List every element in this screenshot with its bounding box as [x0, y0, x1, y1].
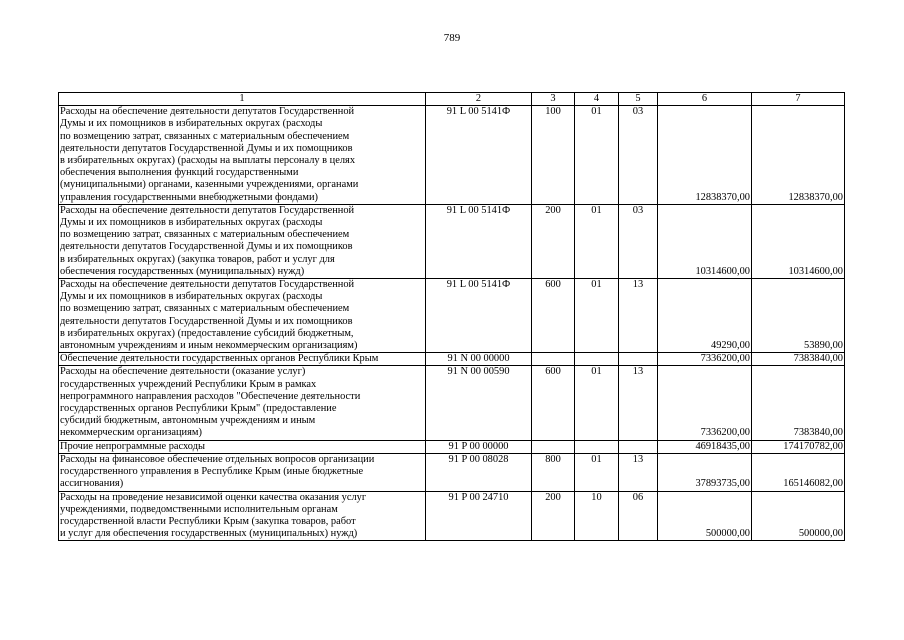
header-cell: 1 — [59, 93, 426, 106]
row-amount-year2: 10314600,00 — [752, 204, 845, 278]
table-row — [59, 491, 845, 541]
row-subsection — [619, 353, 658, 366]
row-subsection: 03 — [619, 106, 658, 205]
row-code: 91 N 00 00590 — [426, 366, 532, 440]
row-amount-year1: 49290,00 — [658, 279, 752, 353]
row-expense-type: 800 — [532, 453, 575, 491]
row-expense-type: 200 — [532, 204, 575, 278]
row-name: Расходы на финансовое обеспечение отдельных вопросов организации государственного управления в Республике Крым (иные бюджетные ассигнования) — [59, 453, 426, 491]
row-subsection — [619, 440, 658, 453]
row-expense-type: 600 — [532, 279, 575, 353]
row-name: Расходы на проведение независимой оценки качества оказания услуг учреждениями, подведомственными исполнительным органам государственной власти Республики Крым (закупка товаров, работ и услуг для обеспечения государственных (муниципальных) нужд) — [59, 491, 426, 541]
row-name: Обеспечение деятельности государственных органов Республики Крым — [59, 353, 426, 366]
row-section: 10 — [575, 491, 619, 541]
row-amount-year2: 12838370,00 — [752, 106, 845, 205]
row-expense-type: 200 — [532, 491, 575, 541]
row-section: 01 — [575, 453, 619, 491]
row-code: 91 L 00 5141Ф — [426, 279, 532, 353]
row-code: 91 P 00 00000 — [426, 440, 532, 453]
row-amount-year2: 174170782,00 — [752, 440, 845, 453]
row-amount-year1: 7336200,00 — [658, 353, 752, 366]
row-section: 01 — [575, 279, 619, 353]
header-cell: 7 — [752, 93, 845, 106]
row-section: 01 — [575, 106, 619, 205]
row-name: Прочие непрограммные расходы — [59, 440, 426, 453]
row-section — [575, 353, 619, 366]
header-cell: 5 — [619, 93, 658, 106]
header-cell: 2 — [426, 93, 532, 106]
table-row — [59, 440, 845, 453]
row-amount-year2: 7383840,00 — [752, 366, 845, 440]
table-row — [59, 353, 845, 366]
row-amount-year2: 7383840,00 — [752, 353, 845, 366]
header-row — [59, 93, 845, 106]
budget-table — [58, 92, 845, 541]
table-row — [59, 279, 845, 353]
row-code: 91 L 00 5141Ф — [426, 106, 532, 205]
row-amount-year1: 46918435,00 — [658, 440, 752, 453]
header-cell: 6 — [658, 93, 752, 106]
table-row — [59, 366, 845, 440]
row-amount-year2: 500000,00 — [752, 491, 845, 541]
row-code: 91 N 00 00000 — [426, 353, 532, 366]
row-expense-type — [532, 440, 575, 453]
row-name: Расходы на обеспечение деятельности (оказание услуг) государственных учреждений Республики Крым в рамках непрограммного направления расходов "Обеспечение деятельности государственных органов Республики Крым" (предоставление субсидий бюджетным, автономным учреждениям и иным некоммерческим организациям) — [59, 366, 426, 440]
row-section — [575, 440, 619, 453]
row-expense-type — [532, 353, 575, 366]
row-section: 01 — [575, 204, 619, 278]
header-cell: 4 — [575, 93, 619, 106]
row-subsection: 13 — [619, 453, 658, 491]
row-subsection: 03 — [619, 204, 658, 278]
row-expense-type: 600 — [532, 366, 575, 440]
row-amount-year1: 37893735,00 — [658, 453, 752, 491]
row-name: Расходы на обеспечение деятельности депутатов Государственной Думы и их помощников в избирательных округах (расходы по возмещению затрат, связанных с материальным обеспечением деятельности депутатов Государственной Думы и их помощников в избирательных округах) (закупка товаров, работ и услуг для обеспечения государственных (муниципальных) нужд) — [59, 204, 426, 278]
table-row — [59, 106, 845, 205]
row-amount-year1: 500000,00 — [658, 491, 752, 541]
table-row — [59, 204, 845, 278]
row-name: Расходы на обеспечение деятельности депутатов Государственной Думы и их помощников в избирательных округах (расходы по возмещению затрат, связанных с материальным обеспечением деятельности депутатов Государственной Думы и их помощников в избирательных округах) (предоставление субсидий бюджетным, автономным учреждениям и иным некоммерческим организациям) — [59, 279, 426, 353]
row-expense-type: 100 — [532, 106, 575, 205]
page-number: 789 — [443, 32, 461, 44]
row-name: Расходы на обеспечение деятельности депутатов Государственной Думы и их помощников в избирательных округах (расходы по возмещению затрат, связанных с материальным обеспечением деятельности депутатов Государственной Думы и их помощников в избирательных округах) (расходы на выплаты персоналу в целях обеспечения выполнения функций государственными (муниципальными) органами, казенными учреждениями, органами управления государственными внебюджетными фондами) — [59, 106, 426, 205]
row-code: 91 P 00 08028 — [426, 453, 532, 491]
row-amount-year1: 12838370,00 — [658, 106, 752, 205]
row-amount-year1: 7336200,00 — [658, 366, 752, 440]
row-amount-year1: 10314600,00 — [658, 204, 752, 278]
row-amount-year2: 165146082,00 — [752, 453, 845, 491]
row-code: 91 P 00 24710 — [426, 491, 532, 541]
row-subsection: 13 — [619, 279, 658, 353]
row-subsection: 06 — [619, 491, 658, 541]
row-subsection: 13 — [619, 366, 658, 440]
row-section: 01 — [575, 366, 619, 440]
header-cell: 3 — [532, 93, 575, 106]
row-code: 91 L 00 5141Ф — [426, 204, 532, 278]
row-amount-year2: 53890,00 — [752, 279, 845, 353]
table-row — [59, 453, 845, 491]
